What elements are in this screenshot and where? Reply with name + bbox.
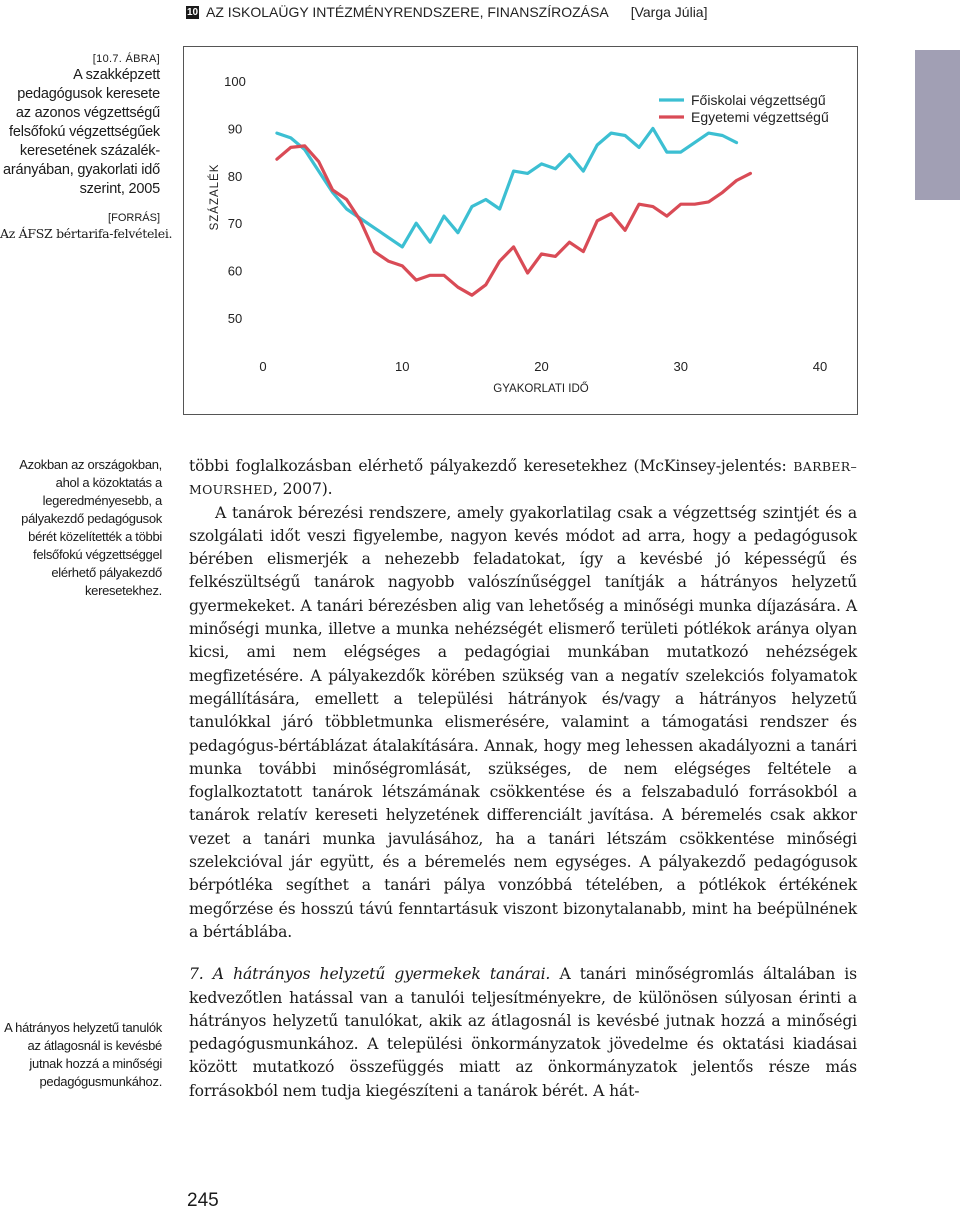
page-number: 245 <box>187 1190 219 1211</box>
series-line-1 <box>277 128 737 247</box>
chapter-title: AZ ISKOLAÜGY INTÉZMÉNYRENDSZERE, FINANSZÍROZÁSA <box>206 4 609 20</box>
figure-ref: [10.7. ÁBRA] <box>92 53 160 65</box>
y-tick-label: 70 <box>227 216 243 232</box>
header-author: [Varga Júlia] <box>630 4 708 20</box>
x-tick-label: 20 <box>534 359 549 374</box>
y-tick-label: 60 <box>227 263 243 279</box>
section-heading: 7. A hátrányos helyzetű gyermekek tanárai. <box>189 965 551 984</box>
margin-note-2: A hátrányos helyzetű tanulók az átlagosnál is kevésbé jutnak hozzá a minőségi pedagógusmunkához. <box>4 1020 162 1089</box>
figure-caption-text: A szakképzett pedagógusok keresete az azonos végzettségű felsőfokú végzettségűek keresetének százalék-arányában, gyakorlati idő szerint, 2005 <box>2 67 160 197</box>
legend-label: Egyetemi végzettségű <box>691 109 829 125</box>
paragraph-3: 7. A hátrányos helyzetű gyermekek tanárai. A tanári minőségromlás általában is kedvezőtlen hatással van a tanulói teljesítményekre, de különösen súlyosan érinti a hátrányos helyzetű tanulókat, akik az átlagosnál is kevésbé jutnak hozzá a minőségi pedagógusmunkához. A települési önkormányzatok jövedelme és oktatási kiadásai között mutatkozó összefüggés miatt az önkormányzatok jelentős része más forrásokból nem tudja kiegészíteni a tanárok bérét. A hát- <box>189 965 857 1100</box>
y-tick-label: 50 <box>227 311 243 326</box>
figure-source: Az ÁFSZ bértarifa-felvételei. <box>0 226 173 241</box>
chapter-side-tab <box>915 50 960 200</box>
x-tick-label: 40 <box>812 359 828 374</box>
y-axis-label: SZÁZALÉK <box>209 163 221 231</box>
paragraph-2: A tanárok bérezési rendszere, amely gyakorlatilag csak a végzettség szintjét és a szolgálati időt veszi figyelembe, nagyon kevés módot ad arra, hogy a pedagógusok bérében elismerjék a nehezebb feladatokat, így a kevésbé jó képességű és felkészültségű tanárok nagyobb valószínűséggel tanítják a hátrányos helyzetű gyermekeket. A tanári bérezésben alig van lehetőség a minőségi munka díjazására. A minőségi munka, illetve a munka nehézségét elismerő területi pótlékok aránya olyan kicsi, ami nem elégséges a pedagógiai munkában mutatkozó nehézségek megfizetésére. A pályakezdők körében szükség van a negatív szelekciós folyamatok megállítására, emellett a települési hátrányok és/vagy a hátrányos helyzetű tanulókkal járó többletmunka elismerésére, valamint a támogatási rendszer és pedagógus-bértáblázat átalakítására. Annak, hogy meg lehessen akadályozni a tanári munka további minőségromlását, szükséges, de nem elégséges feltétele a foglalkoztatott tanárok létszámának csökkentése és a felszabaduló forrásokból a tanárok relatív kereseti helyzetének differenciált javítása. A béremelés csak akkor vezet a tanári munka javulásához, ha a tanári létszám csökkentése minőségi szelekcióval jár együtt, és a béremelés nem egységes. A pályakezdő pedagógusok bérpótléka segíthet a tanári pálya vonzóbbá tételében, a pótlékok értékének megőrzése és hosszú távú fenntartásuk viszont bizonytalanabb, mint ha beépülnének a bértáblába. <box>189 503 857 941</box>
figure-caption <box>0 52 173 242</box>
y-tick-label: 100 <box>224 74 246 89</box>
figure-box <box>183 46 858 415</box>
x-tick-label: 0 <box>259 359 267 374</box>
running-header <box>186 2 707 22</box>
series-line-2 <box>277 146 751 295</box>
y-tick-label: 80 <box>227 168 243 184</box>
margin-note-1: Azokban az országokban, ahol a közoktatás a legeredményesebb, a pályakezdő pedagógusok bérét közelítették a többi felsőfokú végzettséggel elérhető pályakezdő keresetekhez. <box>19 457 162 598</box>
citation-authors: BARBER–MOURSHED <box>189 459 857 498</box>
legend-label: Főiskolai végzettségű <box>691 92 826 108</box>
chapter-number-badge: 10 <box>186 6 199 18</box>
x-tick-label: 10 <box>395 359 410 374</box>
y-tick-label: 90 <box>227 121 243 137</box>
x-axis-label: GYAKORLATI IDŐ <box>493 383 589 395</box>
figure-source-label: [FORRÁS] <box>108 212 160 224</box>
body-text <box>189 455 857 1103</box>
x-tick-label: 30 <box>673 359 688 374</box>
line-chart <box>184 47 857 414</box>
paragraph-1: többi foglalkozásban elérhető pályakezdő keresetekhez (McKinsey-jelentés: BARBER–MOURSHED, 2007). <box>189 457 857 499</box>
